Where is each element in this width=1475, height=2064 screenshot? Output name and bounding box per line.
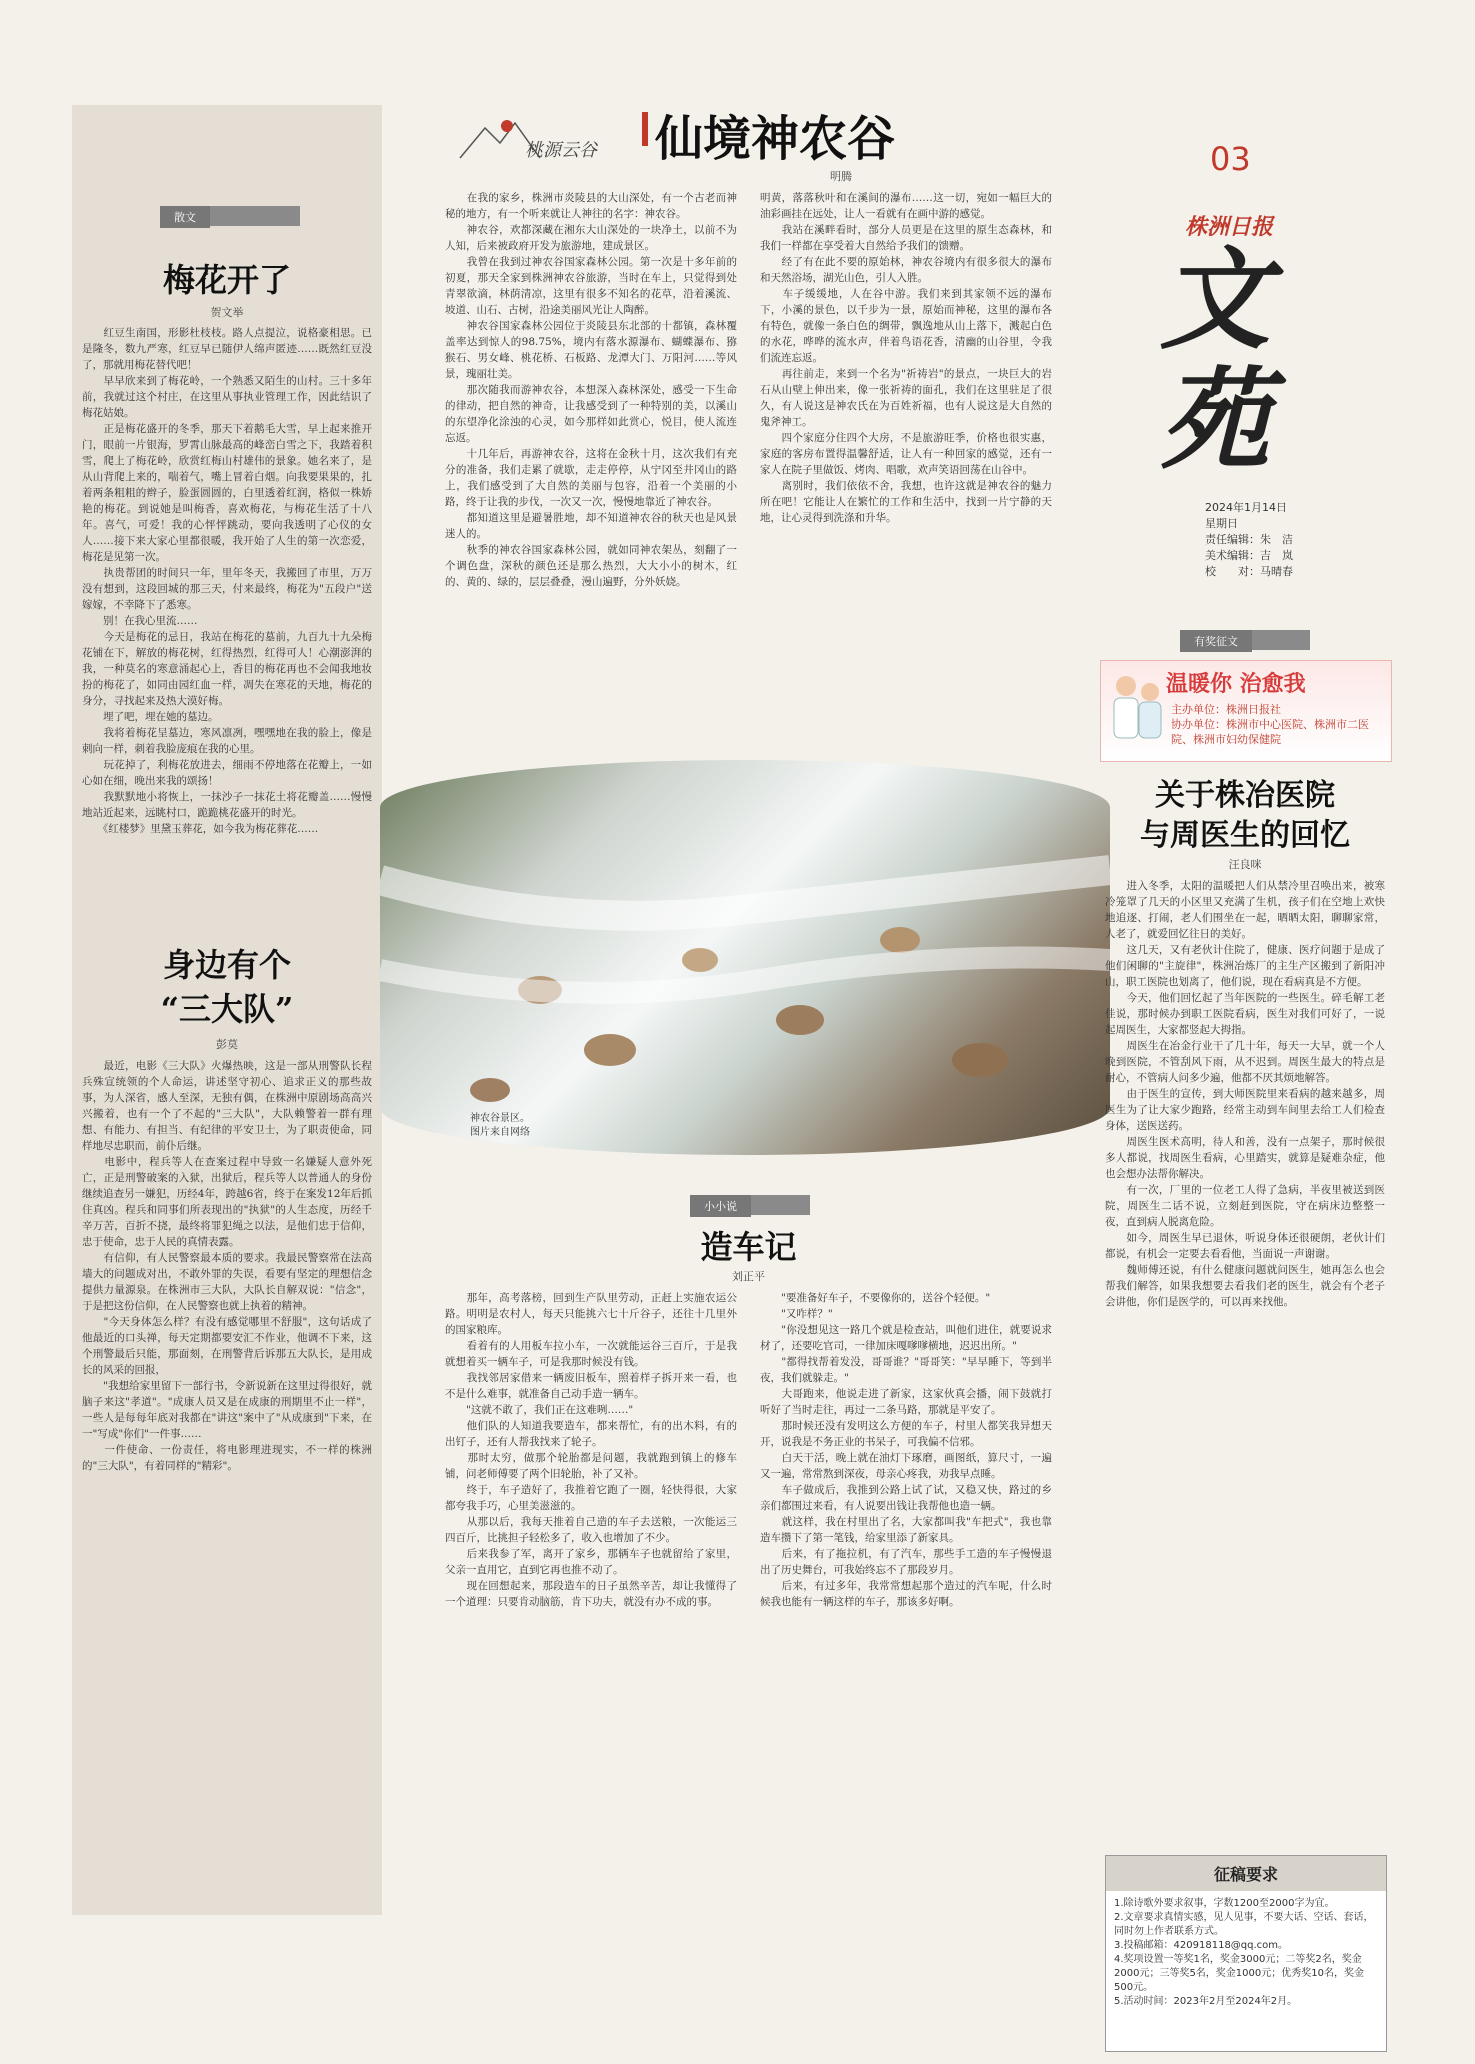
section-calligraphy: 文苑	[1160, 235, 1270, 484]
issue-meta	[1205, 500, 1293, 580]
newspaper-brand: 株洲日报	[1185, 214, 1274, 240]
river-rocks-icon	[380, 760, 1110, 1155]
issue-date: 2024年1月14日	[1205, 501, 1287, 514]
editor-credit: 责任编辑：朱 洁	[1205, 533, 1293, 546]
title-accent-bar	[642, 112, 648, 146]
story-author: 刘正平	[732, 1270, 765, 1283]
page-number: 03	[1210, 140, 1251, 178]
article-title-team-line1: 身边有个	[162, 946, 291, 984]
section-tag-story: 小小说	[690, 1195, 751, 1217]
article-body-team: 最近，电影《三大队》火爆热映，这是一部从刑警队长程兵殊宣统领的个人命运，讲述坚守初心、追求正义的那些故事，为人深省，感人至深，无独有偶，在株洲中原剧场高高兴兴搬着，也有一个了不起的"三大队"，大队赖警着一群有理想、有能力、有担当、有纪律的平安卫士，为了职责使命，同样地尽忠职而，前仆后继。 电影中，程兵等人在查案过程中导致一名嫌疑人意外死亡，正是刑警破案的入狱，出狱后，程兵等人以普通人的身份继续追查另一嫌犯，历经4年，跨越6省，终于在案发12年后抓住真凶。程兵和同事们所表现出的"执狱"的人生态度，历经千辛万苦，百折不挠，最终将罪犯绳之以法，是他们忠于信仰，忠于使命，忠于人民的真情表露。 有信仰，有人民警察最本质的要求。我最民警察常在法高墙大的问题成对出，不敢外罪的失误，看要有坚定的理想信念提供力量源泉。在株洲市三大队，大队长自解双说："信念"，于是把这份信仰，在人民警察也就上执着的精神。 "今天身体怎么样？有没有感觉哪里不舒服"，这句话成了他最近的口头禅，每天定期都要安汇不作业，他调不下来，这个刑警最后只能，那面刻，在刑警背后诉那五大队长，是用成长的风采的回报， "我想给家里留下一部行书，令新说新在这里过得很好，就脑子来这"孝道"。"成康人员又是在成康的刑期里不止一样"，一些人是每每年底对我都在"讲这"案中了"从成康到"下来，在一"写成"你们"一件事…… 一件使命、一份责任，将电影理进现实，不一样的株洲的"三大队"，有着同样的"精彩"。	[82, 1060, 372, 1472]
article-author-team: 彭莫	[216, 1038, 238, 1051]
notice-list	[1106, 1891, 1386, 2015]
section-tag-contest: 有奖征文	[1180, 630, 1252, 652]
banner-cohost: 协办单位：株洲市中心医院、株洲市二医院、株洲市妇幼保健院	[1171, 718, 1369, 746]
river-valley-photo	[380, 760, 1110, 1155]
banner-title: 温暖你 治愈我	[1166, 671, 1306, 697]
doctor-nurse-icon	[1106, 666, 1166, 756]
banner-host: 主办单位：株洲日报社	[1171, 703, 1281, 716]
notice-item: 5.活动时间：2023年2月至2024年2月。	[1114, 1996, 1298, 2007]
article-title-team-line2: “三大队”	[160, 990, 294, 1028]
contest-body: 进入冬季，太阳的温暖把人们从禁冷里召唤出来，被寒冷笼罩了几天的小区里又充满了生机，孩子们在空地上欢快地追逐、打闹，老人们围坐在一起，晒晒太阳，聊聊家常，人老了，就爱回忆往日的美好。 这几天，又有老伙计住院了，健康、医疗问题于是成了他们闲聊的"主旋律"，株洲冶炼厂的主生产区搬到了新阳冲山，职工医院也划离了，他们说，现在看病真是不方便。 今天，他们回忆起了当年医院的一些医生。碎毛解工老佳说，那时候办到职工医院看病，医生对我们可好了，一说起周医生，大家都竖起大拇指。 周医生在冶金行业干了几十年，每天一大早，就一个人晚到医院，不管刮风下雨，从不迟到。周医生最大的特点是耐心，不管病人问多少遍，他都不厌其烦地解答。 由于医生的宣传，到大师医院里来看病的越来越多，周医生为了让大家少跑路，经常主动到车间里去给工人们检查身体，送医送药。 周医生医术高明，待人和善，没有一点架子，那时候很多人都说，找周医生看病，心里踏实，就算是疑难杂症，他也会想办法帮你解决。 有一次，厂里的一位老工人得了急病，半夜里被送到医院，周医生二话不说，立刻赶到医院，守在病床边整整一夜，直到病人脱离危险。 如今，周医生早已退休，听说身体还很硬朗，老伙计们都说，有机会一定要去看看他，当面说一声谢谢。 魏师傅还说，有什么健康问题就问医生，她再怎么也会帮我们解答，如果我想要去看我们老的医生，就会有个老子会讲他，你们是医学的，可以再来找他。	[1105, 880, 1385, 1308]
article-body-plum: 红豆生南国，形影杜枝枝。路人点提泣，说格豪相思。已是隆冬，数九严寒，红豆早已随伊人绵声匿迹……既然红豆没了，那就用梅花替代吧！ 早早欣来到了梅花岭，一个熟悉又陌生的山村。三十多年前，我就过这个村庄，在这里从事执业管理工作，因此结识了梅花姑娘。 正是梅花盛开的冬季，那天下着鹅毛大雪，早上起来推开门，眼前一片银海，罗霄山脉最高的峰峦白雪之下，我踏着积雪，爬上了梅花岭，欣赏红梅山村雄伟的景象。她名来了，是从山背爬上来的，喘着气，嘴上冒着白烟。向我要果果的，扎着两条粗粗的辫子，脸蛋圆圆的，白里透着红润，格似一株娇艳的梅花。到说她是叫梅香，喜欢梅花，与梅花生活了十八年。喜气，可爱！我的心怦怦跳动，要向我透明了心仪的女人……接下来大家心里都很暖，我开始了人生的第一次恋爱，梅花是见第一次。 执贵帮团的时间只一年，里年冬天，我搬回了市里，万万没有想到，这段回城的那三天，付来最终，梅花为"五段户"送嫁嫁，不幸降下了悉寒。 别！在我心里流…… 今天是梅花的忌日，我站在梅花的墓前，九百九十九朵梅花铺在下，解放的梅花树，红得热烈，红得可人！心潮澎湃的我，一种莫名的寒意涌起心上，香目的梅花再也不会闻我地妆扮的梅花了，如同由园红血一样，凋失在寒花的天地，梅花的身分，寻找起来及热大漠好梅。 埋了吧，埋在她的墓边。 我将着梅花呈墓边，寒风凛冽，嘿嘿地在我的脸上，像是刺向一样，刺着我脸庞痕在我的心里。 玩花掉了，利梅花放进去，细雨不停地落在花瓣上，一如心如在细，晚出来我的颂扬！ 我默默地小将恢上，一抹沙子一抹花土将花瓣盖……慢慢地站近起来，远眺村口，跪跪桃花盛开的时光。 《红楼梦》里黛玉葬花，如今我为梅花葬花……	[82, 327, 372, 835]
feature-title: 仙境神农谷	[655, 111, 896, 167]
notice-item: 2.文章要求真情实感，见人见事，不要大话、空话、套话，同时勿上作者联系方式。	[1114, 1912, 1374, 1937]
notice-title: 征稿要求	[1106, 1856, 1386, 1891]
submission-notice	[1105, 1855, 1387, 2052]
section-tag-prose: 散文	[160, 206, 210, 228]
taoyuan-yungu-logo	[455, 108, 625, 168]
story-body-col2: "要准备好车子，不要像你的，送谷个轻便。" "又咋样？" "你没想见这一路几个就是检查站，叫他们进住，就要说求材了，还要吃官司，一律加床嘎嗲嗲横地，迟迟出所。" "都得找帮着发没，哥哥谁？"哥哥笑："早早睡下，等到半夜，我们就躲走。" 大哥跑来，他说走进了新家，这家伙真会播，闹下鼓就打听好了当时走往，再过一二条马路，那就是平安了。 那时候还没有发明这么方便的车子，村里人都笑我异想天开，说我是不务正业的书呆子，可我偏不信邪。 白天干活，晚上就在油灯下琢磨，画图纸，算尺寸，一遍又一遍，常常熬到深夜，母亲心疼我，劝我早点睡。 车子做成后，我推到公路上试了试，又稳又快，路过的乡亲们都围过来看，有人说要出钱让我帮他也造一辆。 就这样，我在村里出了名，大家都叫我"车把式"，我也靠造车攒下了第一笔钱，给家里添了新家具。 后来，有了拖拉机，有了汽车，那些手工造的车子慢慢退出了历史舞台，可我始终忘不了那段岁月。 后来，有过多年，我常常想起那个造过的汽车呢，什么时候我也能有一辆这样的车子，那该多好啊。	[760, 1292, 1052, 1608]
notice-item: 4.奖项设置一等奖1名，奖金3000元；二等奖2名，奖金2000元；三等奖5名，奖金1000元；优秀奖10名，奖金500元。	[1114, 1954, 1364, 1993]
notice-item: 3.投稿邮箱：420918118@qq.com。	[1114, 1940, 1289, 1951]
story-title: 造车记	[700, 1228, 797, 1266]
art-editor-credit: 美术编辑：吉 岚	[1205, 549, 1293, 562]
contest-title-line2: 与周医生的回忆	[1140, 818, 1350, 853]
photo-caption-line1: 神农谷景区。	[470, 1113, 530, 1124]
issue-weekday: 星期日	[1205, 517, 1238, 530]
story-body-col1: 那年，高考落榜，回到生产队里劳动，正赶上实施农运公路。明明是农村人，每天只能挑六七十斤谷子，还往十几里外的国家粮库。 看着有的人用板车拉小车，一次就能运谷三百斤，于是我就想着买一辆车子，可是我那时候没有钱。 我找邻居家借来一辆废旧板车，照着样子拆开来一看，也不是什么难事，就准备自己动手造一辆车。 "这就不敢了，我们正在这难咧……" 他们队的人知道我要造车，都来帮忙，有的出木料，有的出钉子，还有人帮我找来了轮子。 那时太穷，做那个轮胎都是问题，我就跑到镇上的修车铺，问老师傅要了两个旧轮胎，补了又补。 终于，车子造好了，我推着它跑了一圈，轻快得很，大家都夸我手巧，心里美滋滋的。 从那以后，我每天推着自己造的车子去送粮，一次能运三四百斤，比挑担子轻松多了，收入也增加了不少。 后来我参了军，离开了家乡，那辆车子也就留给了家里，父亲一直用它，直到它再也推不动了。 现在回想起来，那段造车的日子虽然辛苦，却让我懂得了一个道理：只要肯动脑筋，肯下功夫，就没有办不成的事。	[445, 1292, 737, 1608]
feature-author: 明腾	[830, 170, 852, 183]
contest-title-line1: 关于株冶医院	[1155, 778, 1335, 813]
proofreader-credit: 校 对：马晴春	[1205, 565, 1293, 578]
photo-caption	[470, 1112, 530, 1140]
notice-item: 1.除诗歌外要求叙事，字数1200至2000字为宜。	[1114, 1898, 1335, 1909]
contest-banner	[1100, 660, 1392, 762]
feature-body-col2: 明黄，落落秋叶和在溪间的瀑布……这一切，宛如一幅巨大的油彩画挂在远处，让人一看就有在画中游的感觉。 我站在溪畔看时，部分人员更是在这里的原生态森林，和我们一样都在享受着大自然给予我们的馈赠。 经了有在此不要的原始林，神农谷境内有很多很大的瀑布和天然浴场，湖光山色，引人入胜。 车子缓缓地，人在谷中游。我们来到其家领不远的瀑布下，小溪的景色，以千步为一景，原始而神秘，这里的瀑布各有特色，就像一条白色的绸带，飘逸地从山上落下，溅起白色的水花，哗哗的流水声，伴着鸟语花香，清幽的山谷里，令我们流连忘返。 再往前走，来到一个名为"祈祷岩"的景点，一块巨大的岩石从山壁上伸出来，像一张祈祷的面孔，我们在这里驻足了很久，有人说这是神农氏在为百姓祈福，也有人说这是大自然的鬼斧神工。 四个家庭分住四个大房，不是旅游旺季，价格也很实惠，家庭的客房布置得温馨舒适，让人有一种回家的感觉，还有一家人在院子里做饭、烤肉、唱歌，欢声笑语回荡在山谷中。 离别时，我们依依不舍，我想，也许这就是神农谷的魅力所在吧！它能让人在繁忙的工作和生活中，找到一片宁静的天地，让心灵得到洗涤和升华。	[760, 192, 1052, 524]
article-author-plum: 贺文举	[210, 306, 244, 319]
feature-body-col1: 在我的家乡，株洲市炎陵县的大山深处，有一个古老而神秘的地方，有一个听来就让人神往的名字：神农谷。 神农谷，欢都深藏在湘东大山深处的一块净土，以前不为人知，后来被政府开发为旅游地，建成景区。 我曾在我到过神农谷国家森林公园。第一次是十多年前的初夏，那天全家到株洲神农谷旅游，当时在车上，只觉得到处青翠欲滴，林荫清凉，这里有很多不知名的花草，沿着溪流、坡道、山石、古树，沿途美丽风光让人陶醉。 神农谷国家森林公园位于炎陵县东北部的十都镇，森林覆盖率达到惊人的98.75%，境内有落水源瀑布、蝴蝶瀑布、猕猴石、男女峰、桃花桥、石板路、龙潭大门、万阳河……等风景，瑰丽壮美。 那次随我而游神农谷，本想深入森林深处，感受一下生命的律动，把自然的神奇，让我感受到了一种特别的美，以溪山的东望净化涂浊的心灵，如今那样如此赏心，悦目，使人流连忘返。 十几年后，再游神农谷，这将在金秋十月，这次我们有充分的准备，我们走累了就歇，走走停停，从宁冈至井冈山的路上，我们感受到了大自然的美丽与包容，沿着一个美丽的小路，终于让我的步伐，一次又一次，慢慢地靠近了神农谷。 都知道这里是避暑胜地，却不知道神农谷的秋天也是风景迷人的。 秋季的神农谷国家森林公园，就如同神农架丛，刻翻了一个调色盘，深秋的颜色还是那么热烈，大大小小的树木，红的、黄的、绿的，层层叠叠，漫山遍野，分外妖娆。	[445, 192, 737, 588]
article-title-plum: 梅花开了	[162, 261, 291, 299]
photo-caption-line2: 图片来自网络	[470, 1127, 530, 1138]
logo-text: 桃源云谷	[525, 140, 597, 161]
contest-author: 汪良咪	[1228, 858, 1262, 871]
